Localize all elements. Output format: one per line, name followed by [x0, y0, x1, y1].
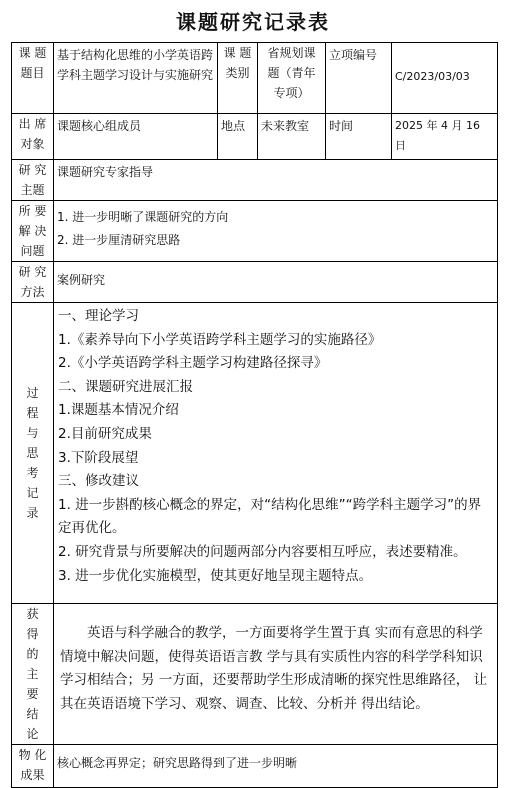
process-label: 过 程 与 思 考 记 录 — [12, 303, 54, 604]
attendees-row — [12, 114, 498, 160]
time-label: 时间 — [326, 114, 392, 160]
results-row — [12, 745, 498, 788]
method-label: 研 究 方法 — [12, 262, 54, 303]
theme-value: 课题研究专家指导 — [54, 160, 498, 201]
section-heading: 三、修改建议 — [58, 473, 139, 490]
section-heading: 二、课题研究进展汇报 — [58, 378, 193, 395]
attendees-label: 出 席 对象 — [12, 114, 54, 160]
topic-label: 课 题 题目 — [12, 43, 54, 114]
process-row — [12, 303, 498, 604]
location-label: 地点 — [218, 114, 258, 160]
findings-text: 英语与科学融合的教学，一方面要将学生置于真 实而有意思的科学情境中解决问题，使得英语语言教 学与具有实质性内容的科学学科知识学习相结合；另 一方面，还要帮助学生形成清晰的探究性思维路径， 让其在英语语境下学习、观察、调查、比较、分析并 得出结论。 — [54, 604, 498, 745]
problems-row — [12, 201, 498, 262]
process-line: 1. 进一步斟酌核心概念的界定，对“结构化思维”“跨学科主题学习”的界定再优化。 — [58, 496, 482, 537]
theme-label: 研 究 主题 — [12, 160, 54, 201]
problems-label: 所 要 解 决 问题 — [12, 201, 54, 262]
results-label: 物 化 成果 — [12, 745, 54, 788]
method-row — [12, 262, 498, 303]
process-content — [54, 303, 498, 604]
method-value: 案例研究 — [54, 262, 498, 303]
findings-label: 获 得 的 主 要 结 论 — [12, 604, 54, 745]
process-line: 2.目前研究成果 — [58, 425, 152, 442]
topic-value: 基于结构化思维的小学英语跨学科主题学习设计与实施研究 — [54, 43, 218, 114]
process-line: 1.课题基本情况介绍 — [58, 402, 179, 419]
theme-row — [12, 160, 498, 201]
section-heading: 一、理论学习 — [58, 308, 139, 324]
project-number-label: 立项编号 — [326, 43, 392, 114]
problems-list — [54, 201, 498, 262]
process-line: 3. 进一步优化实施模型，使其更好地呈现主题特点。 — [58, 567, 373, 584]
location-value: 未来教室 — [258, 114, 326, 160]
findings-row — [12, 604, 498, 745]
results-value: 核心概念再界定；研究思路得到了进一步明晰 — [54, 745, 498, 788]
process-line: 2.《小学英语跨学科主题学习构建路径探寻》 — [58, 355, 328, 372]
process-line: 2. 研究背景与所要解决的问题两部分内容要相互呼应，表述要精准。 — [58, 543, 467, 560]
category-label: 课 题 类别 — [218, 43, 258, 114]
problems-item: 2. 进一步厘清研究思路 — [57, 233, 181, 247]
process-line: 1.《素养导向下小学英语跨学科主题学习的实施路径》 — [58, 331, 382, 348]
project-number-value: C/2023/03/03 — [392, 43, 498, 114]
process-line: 3.下阶段展望 — [58, 449, 139, 466]
page-title: 课题研究记录表 — [176, 10, 330, 34]
problems-item: 1. 进一步明晰了课题研究的方向 — [57, 210, 229, 224]
record-table — [11, 42, 498, 788]
category-value: 省规划课 题（青年 专项） — [258, 43, 326, 114]
topic-row — [12, 43, 498, 114]
attendees-value: 课题核心组成员 — [54, 114, 218, 160]
time-value: 2025 年 4 月 16 日 — [392, 114, 498, 160]
